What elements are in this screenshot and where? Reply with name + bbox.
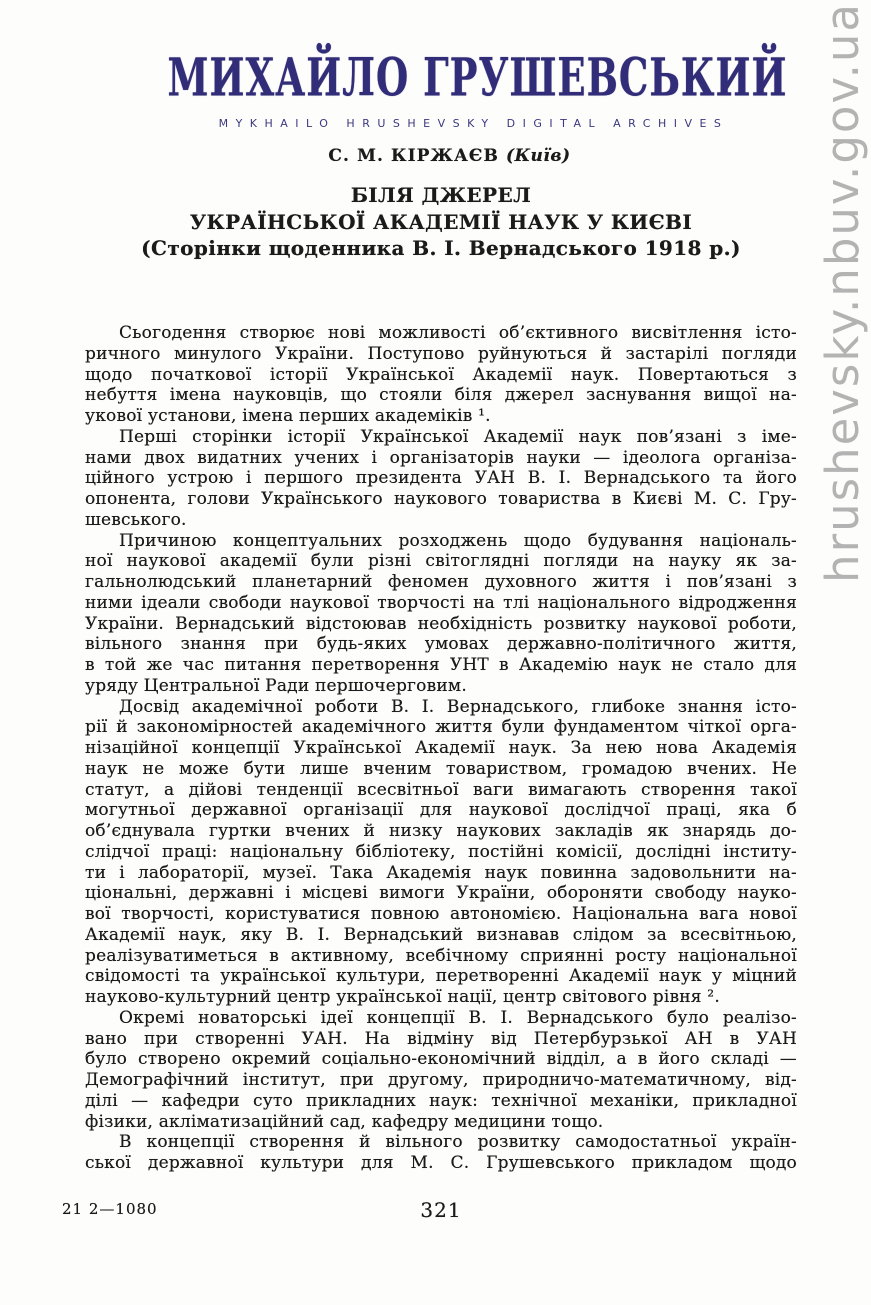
watermark-text: hrushevsky.nbuv.gov.ua bbox=[816, 2, 869, 583]
text-line: вано при створенні УАН. На відміну від Петербурзької АН в УАН bbox=[85, 1028, 797, 1049]
text-line: могутньої державної організації для наукової дослідчої праці, яка б bbox=[85, 800, 797, 821]
paragraph bbox=[85, 323, 797, 427]
text-line: уряду Центральної Ради першочерговим. bbox=[85, 675, 467, 696]
text-line: Демографічний інститут, при другому, природничо-математичному, від- bbox=[85, 1070, 797, 1090]
text-line: В концепції створення й вільного розвитку самодостатньої україн- bbox=[119, 1132, 797, 1153]
article-title bbox=[85, 182, 797, 262]
text-line: Окремі новаторські ідеї концепції В. І. Вернадського було реалізо- bbox=[119, 1007, 797, 1028]
text-line: в той же час питання перетворення УНТ в Академію наук не стало для bbox=[85, 655, 797, 675]
author-name: С. М. КІРЖАЄВ bbox=[328, 146, 499, 166]
text-line: Досвід академічної роботи В. І. Вернадського, глибоке знання істо- bbox=[119, 696, 797, 717]
paragraph bbox=[85, 531, 797, 697]
text-line: ційного устрою і першого президента УАН В. І. Вернадського та його bbox=[85, 468, 797, 489]
text-line: ними ідеали свободи наукової творчості на тлі національного відродження bbox=[85, 592, 797, 613]
text-line: наук не може бути лише вченим товариством, громадою вчених. Не bbox=[85, 758, 797, 779]
paragraph bbox=[85, 697, 797, 1008]
text-line: фізики, акліматизаційний сад, кафедру медицини тощо. bbox=[85, 1111, 604, 1132]
text-line: Академії наук, яку В. І. Вернадський визнавав слідом за всесвітньою, bbox=[85, 924, 797, 945]
title-line: БІЛЯ ДЖЕРЕЛ bbox=[350, 183, 532, 207]
text-line: ної наукової академії були різні світоглядні погляди на науку як за- bbox=[85, 551, 797, 572]
text-line: об’єднувала гуртки вчених й низку наукових закладів як знарядь до- bbox=[85, 821, 797, 841]
text-line: опонента, голови Українського наукового товариства в Києві М. С. Гру- bbox=[85, 489, 797, 509]
text-line: Сьогодення створює нові можливості об’єктивного висвітлення істо- bbox=[119, 323, 797, 343]
text-line: ської державної культури для М. С. Грушевського прикладом щодо bbox=[85, 1153, 797, 1173]
text-line: нами двох видатних учених і організаторів науки — ідеолога організа- bbox=[85, 447, 797, 468]
text-line: вільного знання при будь-яких умовах державно-політичного життя, bbox=[85, 634, 797, 655]
text-line: рії й закономірностей академічного життя були фундаментом чіткої орга- bbox=[85, 717, 797, 738]
text-line: укової установи, імена перших академіків ¹. bbox=[85, 406, 491, 426]
text-line: Причиною концептуальних розходжень щодо будування національ- bbox=[119, 530, 797, 551]
text-line: щодо початкової історії Української Академії наук. Повертаються з bbox=[85, 364, 797, 385]
text-line: статут, а дійові тенденції всесвітньої ваги вимагають створення такої bbox=[85, 779, 797, 800]
text-line: вої творчості, користуватися повною автономією. Національна вага нової bbox=[85, 904, 797, 924]
paragraph bbox=[85, 1132, 797, 1174]
text-line: ділі — кафедри суто прикладних наук: технічної механіки, прикладної bbox=[85, 1090, 797, 1111]
page-number: 321 bbox=[420, 1198, 462, 1222]
author-location: (Київ) bbox=[506, 146, 571, 166]
text-line: шевського. bbox=[85, 509, 187, 530]
article-body bbox=[85, 323, 797, 1174]
text-line: було створено окремий соціально-економічний відділ, а в його складі — bbox=[85, 1049, 797, 1070]
text-line: реалізуватиметься в активному, всебічному сприянні росту національної bbox=[85, 945, 797, 966]
text-line: слідчої праці: національну бібліотеку, постійні комісії, дослідні інститу- bbox=[85, 841, 797, 862]
print-signature: 21 2—1080 bbox=[62, 1200, 158, 1218]
text-line: України. Вернадський відстоював необхідність розвитку наукової роботи, bbox=[85, 613, 797, 634]
paragraph bbox=[85, 427, 797, 531]
text-line: ричного минулого України. Поступово руйнуються й застарілі погляди bbox=[85, 343, 797, 364]
text-line: Перші сторінки історії Української Академії наук пов’язані з іме- bbox=[119, 426, 797, 447]
text-line: нізаційної концепції Української Академії наук. За нею нова Академія bbox=[85, 738, 797, 758]
text-line: науково-культурний центр української нації, центр світового рівня ². bbox=[85, 987, 720, 1007]
author-line bbox=[328, 146, 570, 166]
text-line: ти і лабораторії, музеї. Така Академія наук повинна задовольнити на- bbox=[85, 862, 797, 883]
text-line: небуття імена науковців, що стояли біля джерел заснування вищої на- bbox=[85, 385, 797, 406]
text-line: свідомості та української культури, перетворенні Академії наук у міцний bbox=[85, 966, 797, 987]
paragraph bbox=[85, 1008, 797, 1133]
text-line: гальнолюдський планетарний феномен духовного життя і пов’язані з bbox=[85, 572, 797, 592]
title-line: УКРАЇНСЬКОЇ АКАДЕМІЇ НАУК У КИЄВІ bbox=[189, 209, 693, 234]
archive-logo-subtitle: MYKHAILO HRUSHEVSKY DIGITAL ARCHIVES bbox=[218, 117, 729, 130]
title-line: (Сторінки щоденника В. І. Вернадського 1918 р.) bbox=[141, 236, 741, 260]
archive-logo: МИХАЙЛО ГРУШЕВСЬКИЙ bbox=[167, 46, 788, 109]
text-line: ціональні, державні і місцеві вимоги України, обороняти свободу науко- bbox=[85, 883, 797, 904]
